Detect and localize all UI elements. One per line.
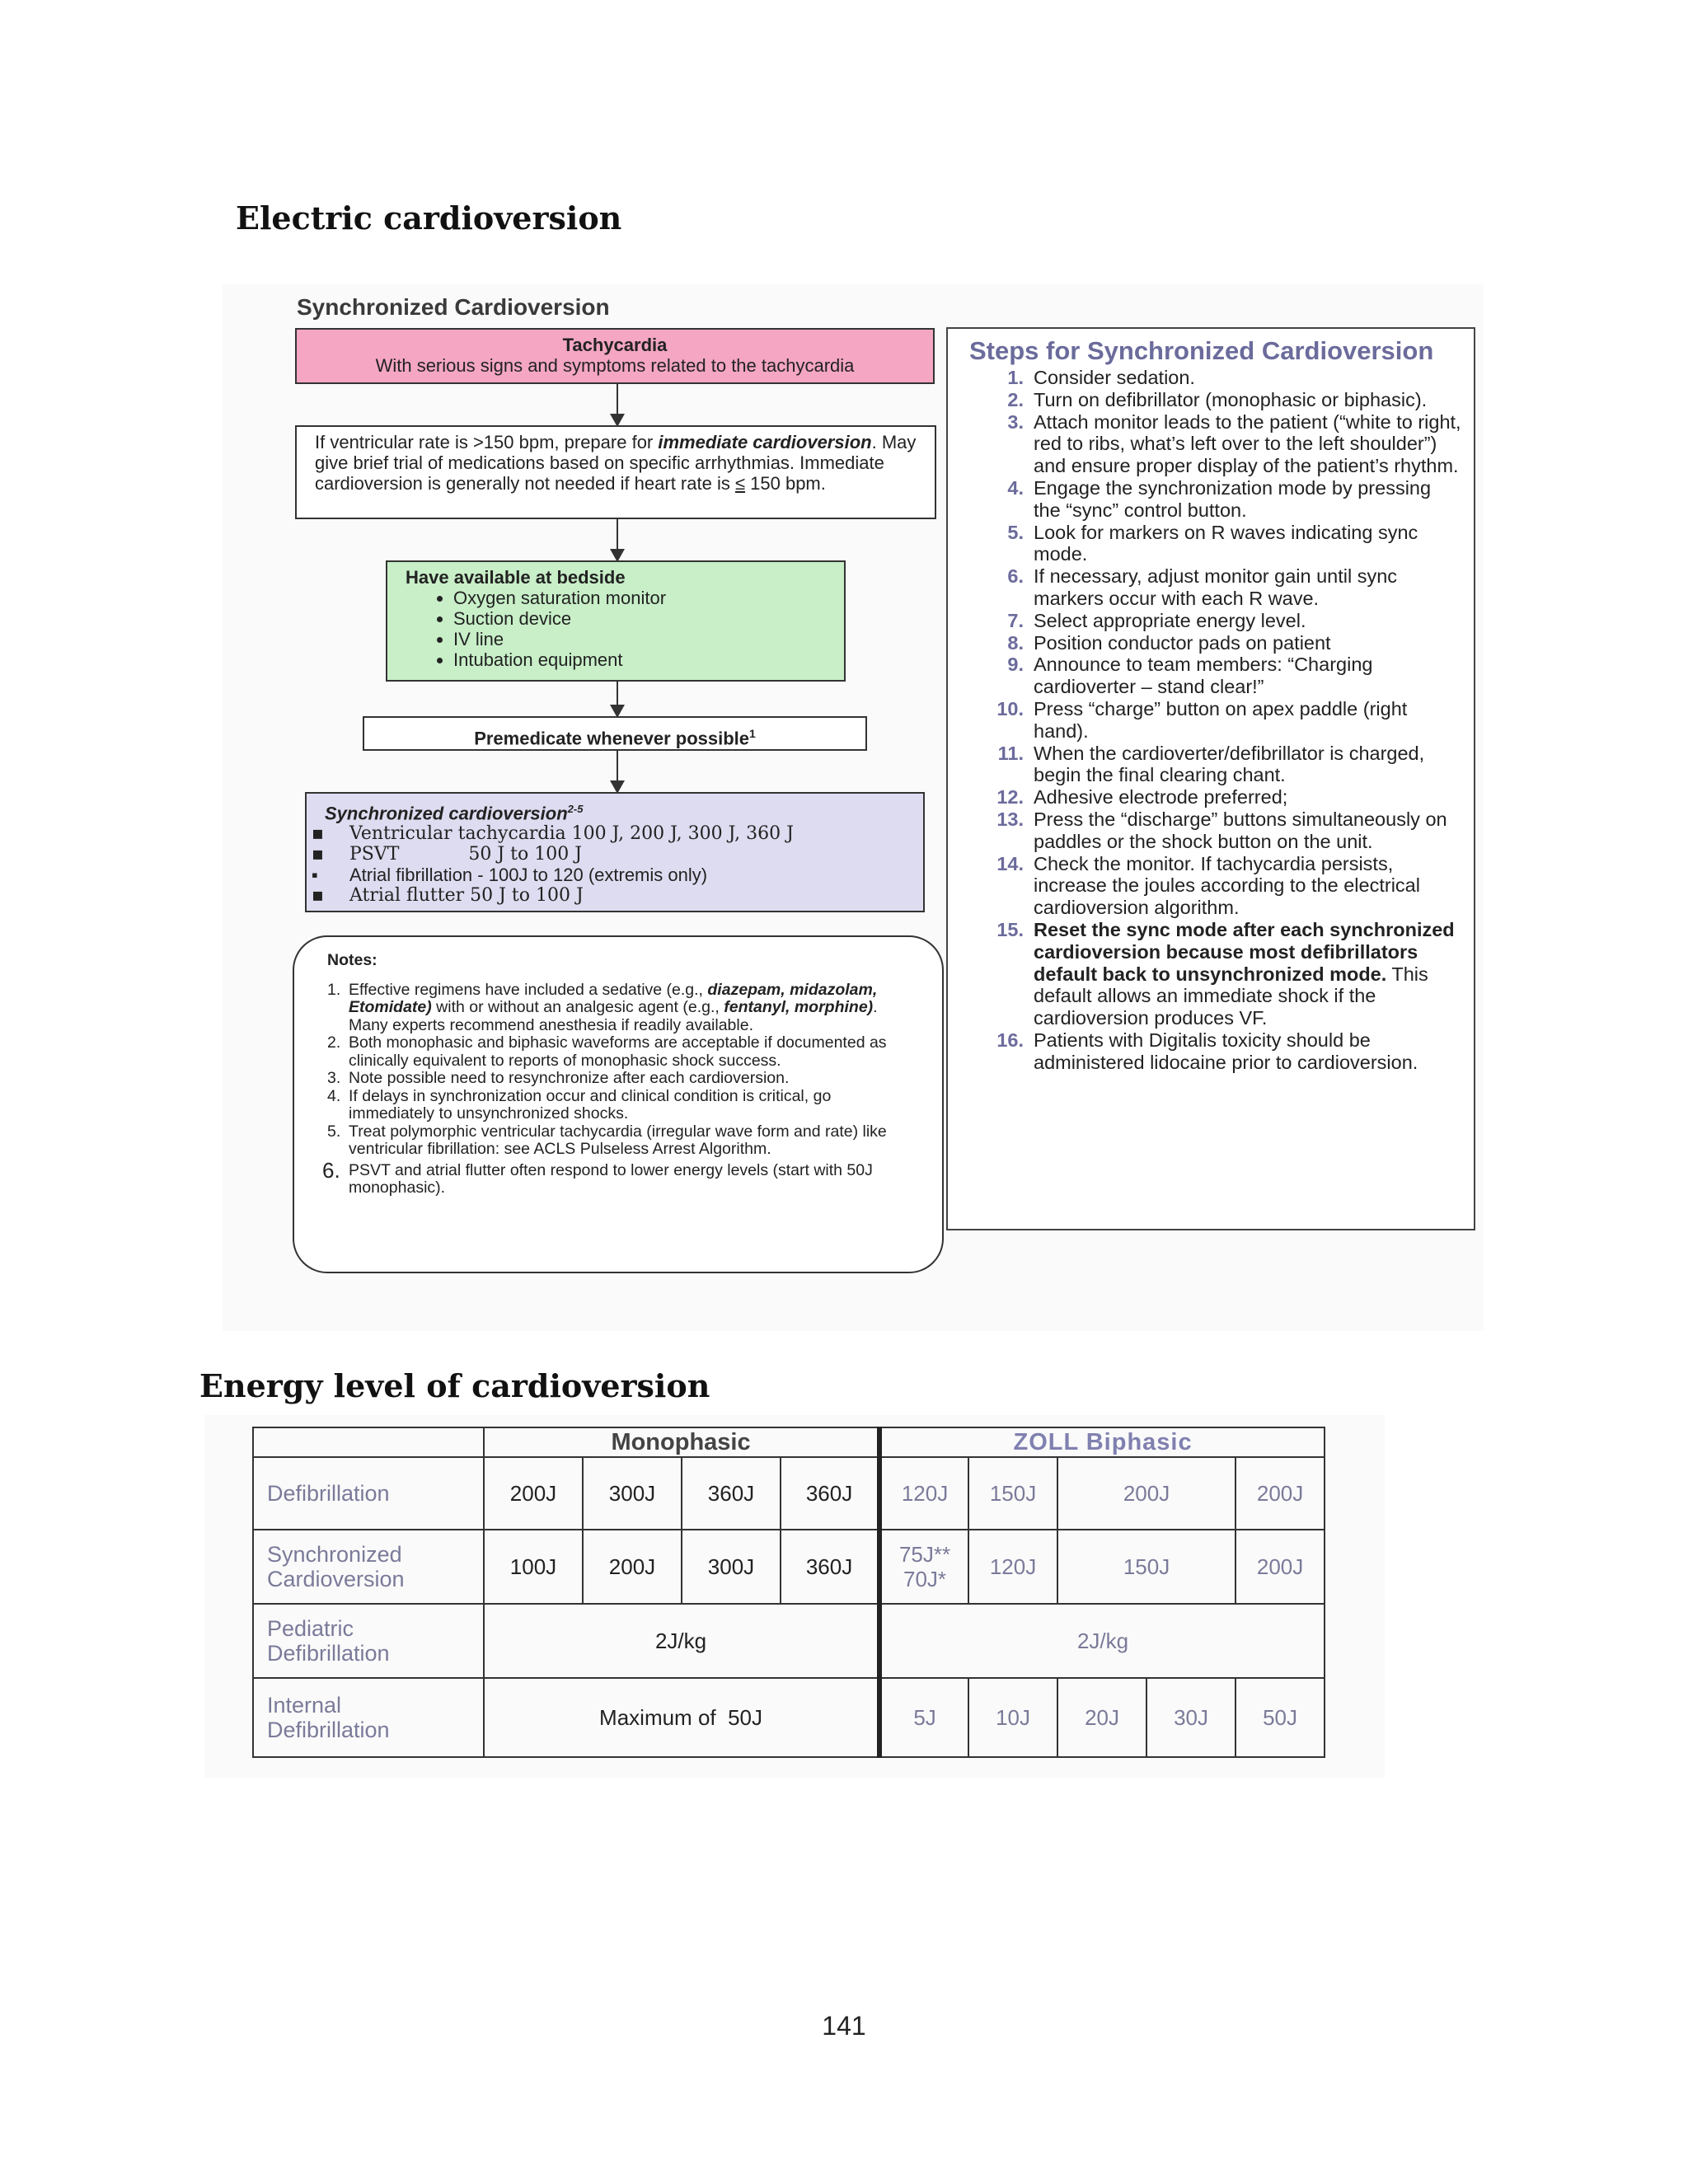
step-text: Announce to team members: “Charging cardioverter – stand clear!” <box>1034 654 1373 698</box>
step-number: 12. <box>996 786 1024 808</box>
note-text: PSVT and atrial flutter often respond to lower energy levels (start with 50J monophasic). <box>349 1160 873 1197</box>
step-text: Press “charge” button on apex paddle (right hand). <box>1034 697 1408 742</box>
sync-title: Synchronized cardioversion <box>325 803 568 824</box>
table-cell: 360J <box>781 1530 879 1604</box>
cell-line: 70J* <box>903 1567 947 1591</box>
note-number: 6. <box>322 1157 340 1183</box>
notes-title: Notes: <box>327 951 377 969</box>
step-number: 16. <box>996 1029 1024 1051</box>
table-cell: 300J <box>682 1530 781 1604</box>
note-text: If delays in synchronization occur and clinical condition is critical, go immediately to unsynchronized shocks. <box>349 1086 832 1122</box>
tachycardia-box <box>295 328 935 384</box>
note-item <box>322 1157 917 1197</box>
step-item <box>948 743 1474 787</box>
step-number: 14. <box>996 852 1024 874</box>
step-text: Look for markers on R waves indicating sync mode. <box>1034 521 1418 565</box>
table-cell: 150J <box>968 1457 1057 1530</box>
table-cell: 50J <box>1236 1678 1325 1757</box>
step-item <box>948 919 1474 1029</box>
step-number: 7. <box>1007 609 1024 631</box>
table-cell: 120J <box>968 1530 1057 1604</box>
flow-arrow <box>617 682 618 716</box>
table-cell: 5J <box>879 1678 968 1757</box>
table-header-row <box>253 1427 1325 1457</box>
table-cell: 200J <box>1236 1530 1325 1604</box>
tachycardia-title: Tachycardia <box>562 335 668 355</box>
rate-text-end: 150 bpm. <box>745 473 826 494</box>
step-text: Select appropriate energy level. <box>1034 609 1306 631</box>
row-label-synchronized-cardioversion <box>253 1530 484 1604</box>
note-drug-names: fentanyl, morphine) <box>724 998 874 1016</box>
note-item <box>327 1088 917 1123</box>
step-item <box>948 477 1474 522</box>
step-text: Check the monitor. If tachycardia persists, increase the joules according to the electrical cardioversion algorithm. <box>1034 852 1420 919</box>
step-number: 2. <box>1007 388 1024 410</box>
note-drug-names: diazepam, midazolam, Etomidate) <box>349 980 878 1016</box>
row-label-line: Internal <box>267 1693 342 1718</box>
step-item <box>948 632 1474 654</box>
row-label-pediatric-defibrillation <box>253 1604 484 1678</box>
tachycardia-subtitle: With serious signs and symptoms related to the tachycardia <box>375 355 855 376</box>
sync-title-row <box>325 799 923 823</box>
steps-list <box>948 367 1474 1074</box>
sync-energy-list <box>307 823 923 906</box>
ventricular-rate-box <box>295 425 936 519</box>
step-text: Turn on defibrillator (monophasic or biphasic). <box>1034 388 1428 410</box>
step-number: 15. <box>996 918 1024 940</box>
step-text: Press the “discharge” buttons simultaneously on paddles or the shock button on the unit. <box>1034 808 1447 852</box>
table-cell <box>879 1530 968 1604</box>
steps-title: Steps for Synchronized Cardioversion <box>969 336 1434 365</box>
step-number: 1. <box>1007 367 1024 388</box>
step-number: 11. <box>997 742 1024 764</box>
table-cell: 30J <box>1146 1678 1236 1757</box>
premedicate-ref: 1 <box>749 727 756 740</box>
step-item <box>948 698 1474 743</box>
rate-text-cont: . May give brief trial of medications based on specific arrhythmias. Immediate cardioversion is generally not needed if heart rate is <box>315 432 917 494</box>
step-text: Engage the synchronization mode by pressing the “sync” control button. <box>1034 476 1432 521</box>
bedside-list <box>406 588 844 670</box>
list-item: • Intubation equipment <box>453 649 844 670</box>
note-number: 2. <box>327 1033 341 1052</box>
note-number: 4. <box>327 1086 341 1105</box>
row-label-line: Defibrillation <box>267 1718 390 1742</box>
section-heading-cardioversion: Electric cardioversion <box>236 199 622 237</box>
premedicate-text: Premedicate whenever possible <box>474 728 750 749</box>
sync-ref: 2-5 <box>567 803 584 815</box>
page-number: 141 <box>822 2011 866 2041</box>
list-item: • IV line <box>453 629 844 649</box>
note-item <box>327 1070 917 1088</box>
step-number: 8. <box>1007 631 1024 654</box>
table-cell: 300J <box>583 1457 682 1530</box>
note-text: Both monophasic and biphasic waveforms are acceptable if documented as clinically equivalent to reports of monophasic shock success. <box>349 1033 887 1070</box>
step-text: Position conductor pads on patient <box>1034 631 1331 654</box>
row-label-line: Cardioversion <box>267 1567 405 1591</box>
note-item <box>327 1034 917 1070</box>
step-text: This default allows an immediate shock if the cardioversion produces VF. <box>1034 963 1428 1029</box>
sync-cardioversion-box <box>305 792 925 912</box>
table-cell: Maximum of 50J <box>484 1678 879 1757</box>
step-number: 13. <box>996 808 1024 830</box>
step-text-bold: Reset the sync mode after each synchronized cardioversion because most defibrillators default back to unsynchronized mode. <box>1034 918 1455 985</box>
table-cell: 2J/kg <box>484 1604 879 1678</box>
synchronized-cardioversion-figure <box>223 284 1484 1331</box>
step-item <box>948 610 1474 632</box>
step-number: 10. <box>996 697 1024 719</box>
zoll-biphasic-header: ZOLL Biphasic <box>879 1427 1325 1457</box>
note-text: Note possible need to resynchronize after each cardioversion. <box>349 1069 790 1087</box>
note-text: . Many experts recommend anesthesia if readily available. <box>349 998 878 1034</box>
table-cell: 100J <box>484 1530 583 1604</box>
table-cell: 20J <box>1057 1678 1146 1757</box>
step-item <box>948 389 1474 411</box>
energy-level-figure <box>204 1415 1385 1778</box>
list-item: ▪ PSVT 50 J to 100 J <box>307 844 923 865</box>
header-blank <box>253 1427 484 1457</box>
table-row <box>253 1530 1325 1604</box>
step-item <box>948 808 1474 853</box>
notes-list <box>322 980 917 1197</box>
step-number: 3. <box>1007 410 1024 433</box>
step-text: Patients with Digitalis toxicity should be administered lidocaine prior to cardioversion. <box>1034 1029 1418 1073</box>
list-item: ▪ Atrial fibrillation - 100J to 120 (extremis only) <box>307 865 923 885</box>
premedicate-box <box>363 716 867 751</box>
table-cell: 150J <box>1057 1530 1236 1604</box>
list-item: • Oxygen saturation monitor <box>453 588 844 608</box>
table-row <box>253 1604 1325 1678</box>
figure-title: Synchronized Cardioversion <box>297 294 610 320</box>
bedside-box <box>386 560 846 682</box>
step-item <box>948 654 1474 698</box>
step-number: 6. <box>1007 565 1024 588</box>
row-label-internal-defibrillation <box>253 1678 484 1757</box>
table-cell: 200J <box>583 1530 682 1604</box>
notes-box <box>293 935 944 1273</box>
table-cell: 200J <box>1236 1457 1325 1530</box>
step-item <box>948 1029 1474 1074</box>
note-text: Effective regimens have included a sedative (e.g., <box>349 980 708 999</box>
step-text: Consider sedation. <box>1034 367 1195 388</box>
step-item <box>948 853 1474 919</box>
row-label-line: Pediatric <box>267 1616 354 1641</box>
list-item: ▪ Ventricular tachycardia 100 J, 200 J, 300 J, 360 J <box>307 823 923 844</box>
section-heading-energy: Energy level of cardioversion <box>199 1367 710 1404</box>
flow-arrow <box>617 751 618 792</box>
monophasic-header: Monophasic <box>484 1427 879 1457</box>
list-item: • Suction device <box>453 608 844 629</box>
flow-arrow <box>617 519 618 560</box>
note-number: 1. <box>327 980 341 999</box>
step-number: 4. <box>1007 476 1024 499</box>
cell-line: 75J** <box>898 1542 951 1567</box>
note-text: Treat polymorphic ventricular tachycardia (irregular wave form and rate) like ventricular fibrillation: see ACLS Pulseless Arrest Algorithm. <box>349 1122 887 1158</box>
step-text: Adhesive electrode preferred; <box>1034 786 1288 808</box>
bedside-title: Have available at bedside <box>406 567 626 588</box>
step-item <box>948 522 1474 566</box>
table-cell: 360J <box>781 1457 879 1530</box>
row-label-defibrillation: Defibrillation <box>253 1457 484 1530</box>
step-item <box>948 565 1474 610</box>
row-label-line: Synchronized <box>267 1542 402 1567</box>
rate-emphasis: immediate cardioversion <box>658 432 872 452</box>
step-text: Attach monitor leads to the patient (“white to right, red to ribs, what’s left over to the left shoulder”) and ensure proper display of the patient’s rhythm. <box>1034 410 1461 477</box>
steps-panel <box>946 327 1475 1230</box>
rate-text: If ventricular rate is >150 bpm, prepare for <box>315 432 659 452</box>
table-cell: 200J <box>1057 1457 1236 1530</box>
table-row <box>253 1678 1325 1757</box>
table-cell: 120J <box>879 1457 968 1530</box>
step-number: 9. <box>1007 654 1024 676</box>
step-item <box>948 786 1474 808</box>
step-text: When the cardioverter/defibrillator is charged, begin the final clearing chant. <box>1034 742 1425 786</box>
table-cell: 360J <box>682 1457 781 1530</box>
flow-arrow <box>617 384 618 425</box>
table-cell: 2J/kg <box>879 1604 1325 1678</box>
step-number: 5. <box>1007 521 1024 543</box>
step-item <box>948 367 1474 389</box>
note-item <box>327 1123 917 1159</box>
rate-leq-symbol: ≤ <box>734 473 746 494</box>
table-cell: 10J <box>968 1678 1057 1757</box>
energy-table <box>252 1427 1325 1758</box>
note-text: with or without an analgesic agent (e.g., <box>431 998 724 1016</box>
list-item: ▪ Atrial flutter 50 J to 100 J <box>307 885 923 906</box>
note-number: 5. <box>327 1122 341 1141</box>
note-number: 3. <box>327 1069 341 1087</box>
row-label-line: Defibrillation <box>267 1641 390 1666</box>
table-cell: 200J <box>484 1457 583 1530</box>
step-item <box>948 411 1474 477</box>
table-row <box>253 1457 1325 1530</box>
note-item <box>327 982 917 1035</box>
step-text: If necessary, adjust monitor gain until sync markers occur with each R wave. <box>1034 565 1398 609</box>
